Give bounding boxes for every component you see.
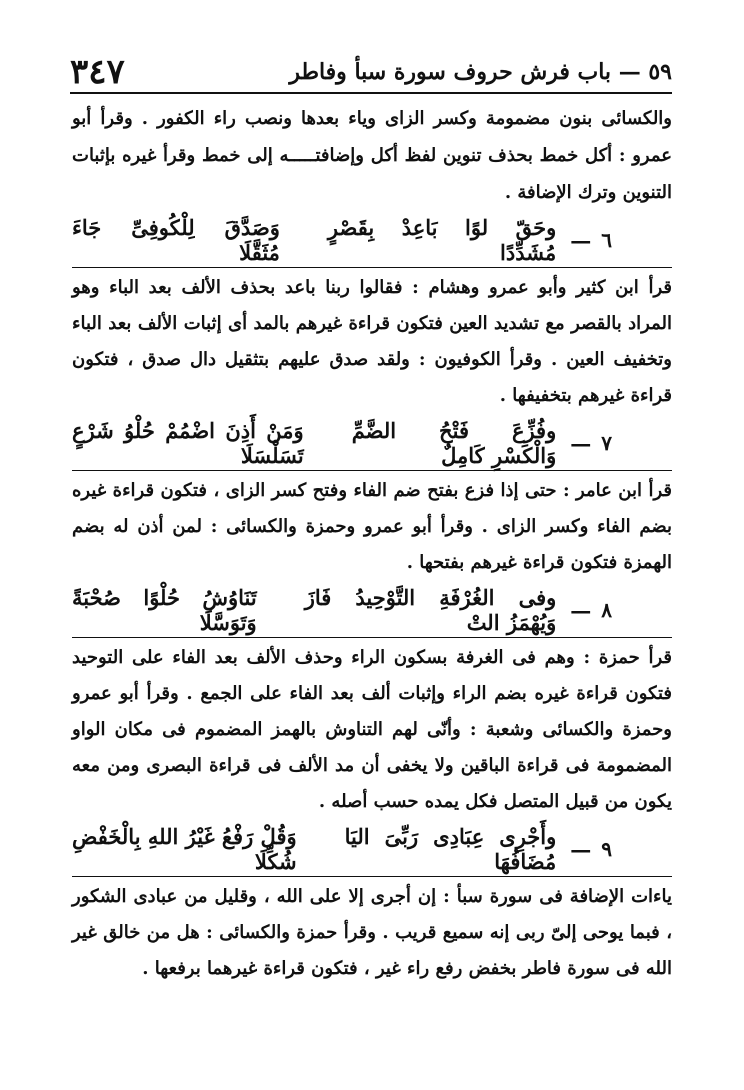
verse-first-hemistich: وفى الغُرْفَةِ التَّوْحِيدُ فَازَ وَيُهْمَزُ التْ	[304, 585, 557, 635]
verse-divider	[72, 637, 672, 638]
commentary-paragraph: قرأ ابن كثير وأبو عمرو وهشام : فقالوا ربنا باعد بحذف الألف بعد الباء وهو المراد بالقصر مع تشديد العين فتكون قراءة غيرهم بالمد أى إثبات الألف بعد الباء وتخفيف العين . وقرأ الكوفيون : ولقد صدق عليهم بتثقيل دال صدق ، فتكون قراءة غيرهم بتخفيفها .	[72, 277, 672, 406]
verse-second-hemistich: وَقُلْ رَفْعُ غَيْرُ اللهِ بِالْخَفْضِ شُكِّلَا	[72, 824, 297, 874]
verse-number: ٩	[601, 837, 612, 861]
verse-dash: —	[570, 836, 592, 862]
page-number: ٣٤٧	[70, 52, 125, 92]
verse-second-hemistich: وَصَدَّقَ لِلْكُوفِىِّ جَاءَ مُثَقَّلَا	[72, 215, 280, 265]
verse-dash: —	[570, 227, 592, 253]
verse-second-hemistich: وَمَنْ أَذِنَ اضْمُمْ حُلْوُ شَرْعٍ تَسَلْسَلَا	[72, 418, 304, 468]
poem-verse	[72, 213, 672, 267]
verse-first-hemistich: وفُزِّعَ فَتْحُ الضَّمِّ وَالْكَسْرِ كَامِلٌ	[351, 418, 557, 468]
commentary-paragraph: قرأ حمزة : وهم فى الغرفة بسكون الراء وحذف الألف بعد الفاء على التوحيد فتكون قراءة غيره بضم الراء وإثبات ألف بعد الفاء على الجمع . وقرأ أبو عمرو وحمزة والكسائى وشعبة : وأنّى لهم التناوش بالهمز المضموم فى مكان الواو المضمومة فى قراءة الباقين ولا يخفى أن مد الألف فى قراءة البصرى ومن معه يكون من قبيل المتصل فكل يمده حسب أصله .	[72, 647, 672, 812]
commentary-paragraph: ياءات الإضافة فى سورة سبأ : إن أجرى إلا على الله ، وقليل من عبادى الشكور ، فبما يوحى إلىّ ربى إنه سميع قريب . وقرأ حمزة والكسائى : هل من خالق غير الله فى سورة فاطر بخفض رفع راء غير ، فتكون قراءة غيرهما برفعها .	[72, 886, 672, 979]
verse-number: ٨	[601, 598, 612, 622]
verse-first-hemistich: وأَجْرِى عِبَادِى رَبِّىَ اليَا مُضَافُهَا	[344, 824, 557, 874]
verse-dash: —	[570, 430, 592, 456]
poem-verse	[72, 822, 672, 876]
commentary-paragraph: قرأ ابن عامر : حتى إذا فزع بفتح ضم الفاء وفتح كسر الزاى ، فتكون قراءة غيره بضم الفاء وكسر الزاى . وقرأ أبو عمرو وحمزة والكسائى : لمن أذن له بضم الهمزة فتكون قراءة غيرهم بفتحها .	[72, 480, 672, 573]
verse-divider	[72, 267, 672, 268]
page-body	[72, 100, 672, 987]
verse-first-hemistich: وحَقّ لوًا بَاعِدْ بِقَصْرٍ مُشَدِّدًا	[327, 215, 557, 265]
verse-second-hemistich: تَنَاوُشُ حُلْوًا صُحْبَةً وَتَوَسَّلَا	[72, 585, 257, 635]
verse-divider	[72, 876, 672, 877]
verse-divider	[72, 470, 672, 471]
verse-number: ٧	[601, 431, 612, 455]
verse-dash: —	[570, 597, 592, 623]
page-header	[70, 52, 672, 94]
poem-verse	[72, 583, 672, 637]
verse-number: ٦	[601, 228, 612, 252]
poem-verse	[72, 416, 672, 470]
commentary-paragraph: والكسائى بنون مضمومة وكسر الزاى وياء بعدها ونصب راء الكفور . وقرأ أبو عمرو : أكل خمط بحذف تنوين لفظ أكل وإضافتـــــه إلى خمط وقرأ غيره بإثبات التنوين وترك الإضافة .	[72, 108, 672, 203]
chapter-title: ٥٩ — باب فرش حروف سورة سبأ وفاطر	[289, 59, 672, 85]
